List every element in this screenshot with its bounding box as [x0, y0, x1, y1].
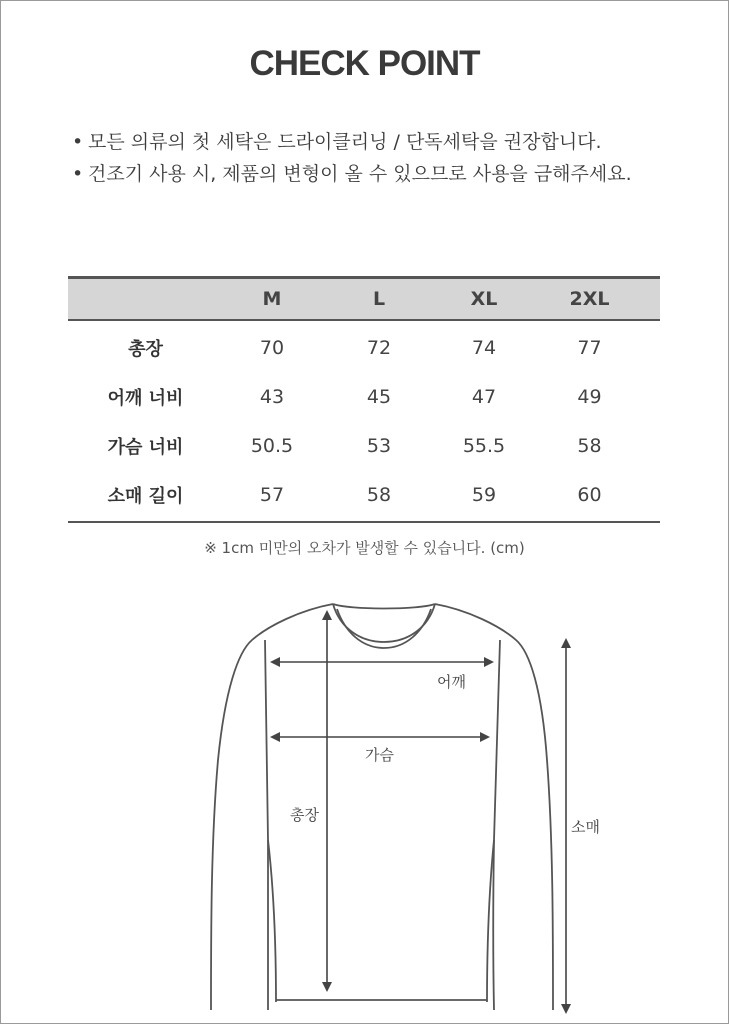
header-cell-2xl: 2XL — [569, 288, 610, 310]
table-cell: 70 — [259, 336, 285, 359]
care-note-text: 건조기 사용 시, 제품의 변형이 올 수 있으므로 사용을 금해주세요. — [88, 163, 632, 185]
table-cell: 43 — [259, 385, 285, 408]
shirt-outline — [211, 604, 553, 1010]
chest-label: 가슴 — [365, 746, 394, 764]
row-label: 총장 — [128, 338, 163, 360]
table-cell: 72 — [366, 336, 392, 359]
header-cell-l: L — [372, 288, 386, 310]
bullet-icon: • — [72, 131, 84, 153]
table-cell: 45 — [366, 385, 392, 408]
table-cell: 59 — [471, 483, 497, 506]
table-cell: 53 — [366, 434, 392, 457]
table-cell: 57 — [259, 483, 285, 506]
table-cell: 55.5 — [462, 434, 506, 457]
table-cell: 49 — [577, 385, 602, 408]
collar — [333, 604, 435, 648]
table-cell: 77 — [577, 336, 602, 359]
shoulder-label: 어깨 — [437, 673, 466, 691]
row-label: 소매 길이 — [107, 485, 184, 507]
table-cell: 58 — [577, 434, 602, 457]
page-title: CHECK POINT — [249, 44, 480, 83]
length-label: 총장 — [290, 806, 319, 824]
row-label: 가슴 너비 — [107, 436, 184, 458]
table-cell: 58 — [366, 483, 392, 506]
header-cell-xl: XL — [470, 288, 498, 310]
table-cell: 50.5 — [250, 434, 294, 457]
table-cell: 60 — [577, 483, 602, 506]
measurement-footnote: ※ 1cm 미만의 오차가 발생할 수 있습니다. (cm) — [204, 539, 525, 557]
header-cell-m: M — [262, 288, 282, 310]
table-cell: 47 — [471, 385, 497, 408]
table-cell: 74 — [471, 336, 497, 359]
sleeve-label: 소매 — [571, 818, 600, 836]
row-label: 어깨 너비 — [107, 387, 184, 409]
bullet-icon: • — [72, 163, 84, 185]
care-note-text: 모든 의류의 첫 세탁은 드라이클리닝 / 단독세탁을 권장합니다. — [88, 131, 602, 153]
